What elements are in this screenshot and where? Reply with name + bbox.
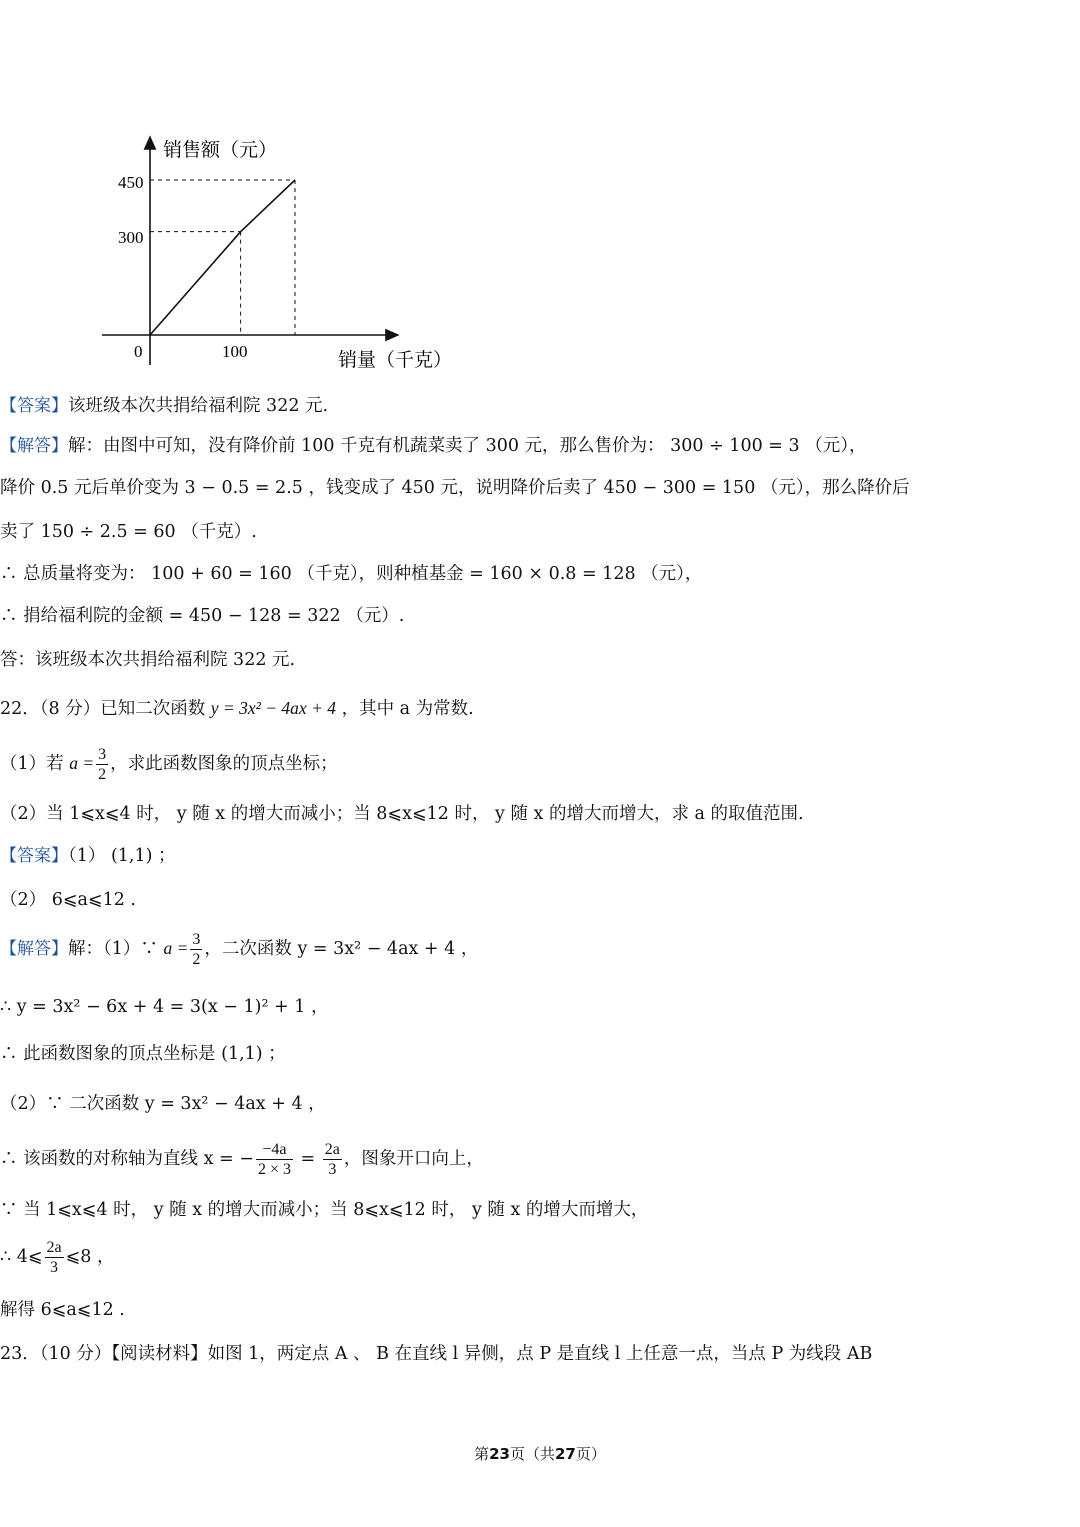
answer-text: 该班级本次共捐给福利院 322 元. (68, 396, 329, 416)
q22-expression: y = 3x² − 4ax + 4 (210, 698, 337, 718)
question-22 (0, 694, 474, 723)
question-22-part-1 (0, 745, 338, 784)
solution-22-line-5 (0, 1140, 484, 1179)
fraction (96, 745, 108, 784)
q22-1-prefix: （1）若 (0, 754, 70, 774)
answer-text: （1） (1,1) ； (68, 846, 176, 866)
x-axis-label: 销量（千克） (338, 349, 453, 371)
q22-suffix: ，其中 a 为常数. (336, 699, 474, 719)
footer-prefix: 第 (474, 1445, 490, 1463)
solution-21-line-1 (0, 432, 866, 460)
fraction (256, 1140, 293, 1179)
solution-22-line-4: （2）∵ 二次函数 y = 3x² − 4ax + 4 ， (0, 1094, 326, 1114)
solution-22-line-6: ∵ 当 1⩽x⩽4 时， y 随 x 的增大而减小；当 8⩽x⩽12 时， y 随 x 的增大而增大， (0, 1200, 649, 1220)
solution-tag: 【解答】 (0, 939, 68, 959)
solution-22-line-1 (0, 930, 478, 969)
solution-tag: 【解答】 (0, 436, 68, 456)
denominator: 3 (50, 1259, 59, 1276)
footer-mid: 页（共 (509, 1445, 555, 1463)
numerator: −4a (256, 1140, 293, 1160)
answer-22-part-2: （2） 6⩽a⩽12 . (0, 890, 136, 910)
x-tick-100: 100 (222, 342, 248, 361)
solution-22-line-7 (0, 1238, 114, 1277)
solution-21-line-6: 答：该班级本次共捐给福利院 322 元. (0, 650, 296, 670)
fraction (323, 1140, 342, 1179)
answer-tag: 【答案】 (0, 846, 68, 866)
fraction (45, 1238, 64, 1277)
q22-1-suffix: ，求此函数图象的顶点坐标； (110, 754, 338, 774)
total-pages: 27 (555, 1445, 576, 1463)
chart-canvas (90, 125, 490, 380)
equals: = (294, 1149, 321, 1169)
q22-prefix: 22．（8 分）已知二次函数 (0, 699, 211, 719)
footer-suffix: 页） (575, 1445, 606, 1463)
sol2-5-suffix: ，图象开口向上， (343, 1149, 484, 1169)
origin-label: 0 (134, 342, 143, 361)
solution-21-line-3: 卖了 150 ÷ 2.5 = 60 （千克）. (0, 522, 257, 542)
sales-chart (90, 125, 490, 380)
question-23: 23．（10 分）【阅读材料】如图 1，两定点 A 、 B 在直线 l 异侧，点 P 是直线 l 上任意一点，当点 P 为线段 AB (0, 1344, 873, 1364)
solution-22-line-2: ∴ y = 3x² − 6x + 4 = 3(x − 1)² + 1 ， (0, 997, 329, 1017)
sol2-7-suffix: ⩽8 ， (65, 1247, 115, 1267)
fraction (190, 930, 202, 969)
solution-22-line-8: 解得 6⩽a⩽12 . (0, 1300, 125, 1320)
solution-21-line-4: ∴ 总质量将变为： 100 + 60 = 160 （千克），则种植基金 = 160 × 0.8 = 128 （元）， (0, 564, 703, 584)
y-axis-label: 销售额（元） (163, 139, 278, 161)
y-tick-300: 300 (118, 228, 144, 247)
y-tick-450: 450 (118, 173, 144, 192)
question-22-part-2: （2）当 1⩽x⩽4 时， y 随 x 的增大而减小；当 8⩽x⩽12 时， y 随 x 的增大而增大，求 a 的取值范围. (0, 804, 804, 824)
solution-21-line-2: 降价 0.5 元后单价变为 3 − 0.5 = 2.5 ，钱变成了 450 元，说明降价后卖了 450 − 300 = 150 （元），那么降价后 (0, 478, 910, 498)
q22-1-lhs: a = (69, 753, 95, 773)
denominator: 2 × 3 (257, 1161, 291, 1178)
numerator: 3 (98, 746, 107, 763)
solution-21-line-5: ∴ 捐给福利院的金额 = 450 − 128 = 322 （元）. (0, 606, 405, 626)
sol2-5-prefix: ∴ 该函数的对称轴为直线 x = − (0, 1149, 254, 1169)
sol2-1-suffix: ，二次函数 y = 3x² − 4ax + 4 ， (204, 939, 479, 959)
denominator: 3 (328, 1161, 337, 1178)
numerator: 2a (46, 1239, 62, 1256)
sol2-1-prefix: 解：（1）∵ (68, 939, 164, 959)
answer-22 (0, 842, 176, 870)
answer-tag: 【答案】 (0, 396, 68, 416)
solution-text: 解：由图中可知，没有降价前 100 千克有机蔬菜卖了 300 元，那么售价为： 300 ÷ 100 = 3 （元）， (68, 436, 867, 456)
denominator: 2 (192, 951, 201, 968)
dashed-guides (150, 180, 295, 335)
sol2-7-prefix: ∴ 4⩽ (0, 1247, 43, 1267)
denominator: 2 (98, 766, 107, 783)
page-number: 23 (489, 1445, 510, 1463)
answer-21 (0, 392, 328, 420)
page-footer (0, 1443, 1080, 1464)
numerator: 3 (192, 931, 201, 948)
numerator: 2a (324, 1141, 340, 1158)
solution-22-line-3: ∴ 此函数图象的顶点坐标是 (1,1) ； (0, 1044, 286, 1064)
sales-line (150, 180, 295, 335)
sol2-1-lhs: a = (163, 938, 189, 958)
